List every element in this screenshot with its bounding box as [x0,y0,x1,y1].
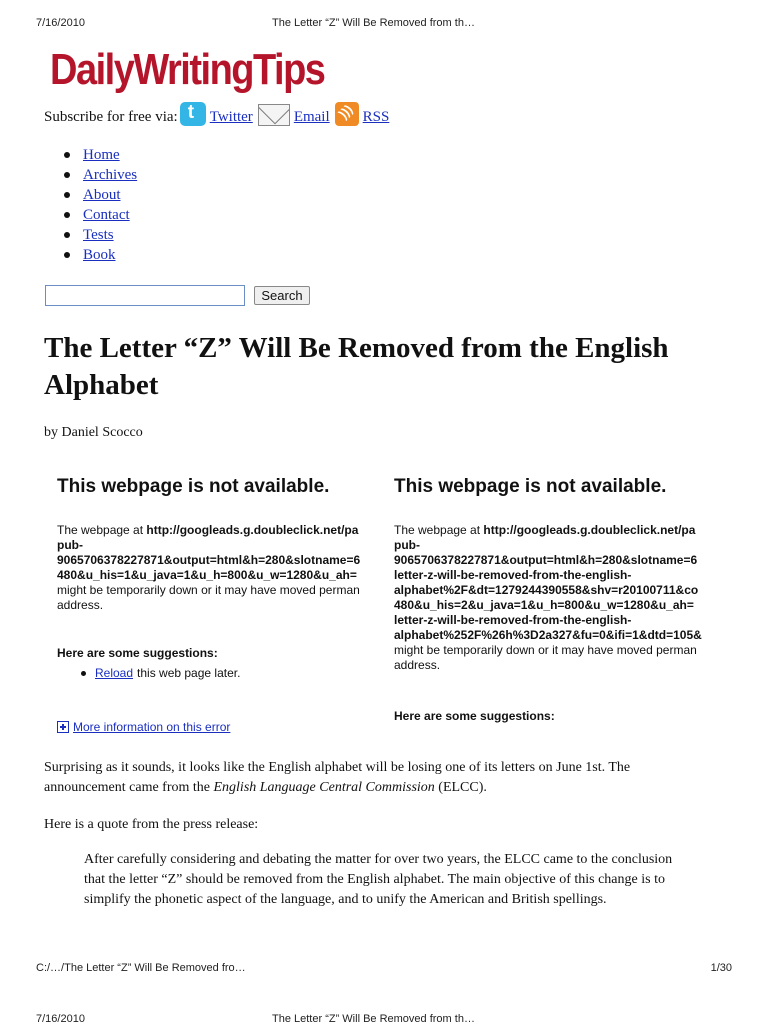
commission-name: English Language Central Commission [213,780,435,795]
error-url-line: http://googleads.g.doubleclick.net/pa [146,523,359,537]
print-title: The Letter “Z” Will Be Removed from th… [272,1013,475,1024]
error-url-line: pub- [394,538,420,552]
nav-link-book[interactable]: Book [83,246,116,263]
error-url-line: 480&u_his=2&u_java=1&u_h=800&u_w=1280&u_ah= [394,598,694,612]
nav-item-about [64,185,137,205]
print-header [0,17,768,37]
error-url-line: 9065706378227871&output=html&h=280&slotname=6 [394,553,698,567]
error-prefix: The webpage at [57,523,147,537]
suggestion-text: this web page later. [137,666,241,680]
error-url-line: pub- [57,538,83,552]
twitter-link-label: Twitter [209,109,253,125]
main-nav [64,145,137,265]
error-url-line: http://googleads.g.doubleclick.net/pa [483,523,696,537]
ad-error-panel-2 [394,470,719,740]
error-tail-line: address. [394,658,441,672]
search-button[interactable]: Search [254,286,310,305]
error-prefix: The webpage at [394,523,484,537]
nav-link-tests[interactable]: Tests [83,226,114,243]
suggestion-item [81,666,383,680]
intro-text: Surprising as it sounds, it looks like the English alphabet will be losing one of its letters on June 1st. The announcement came from the [44,760,631,795]
nav-item-tests [64,225,137,245]
subscribe-bar [44,100,389,126]
press-quote: After carefully considering and debating the matter for over two years, the ELCC came to the conclusion that the letter “Z” should be removed from the English alphabet. The main objective of this change is to simplify the phonetic aspect of the language, and to unify the American and British spellings. [84,852,673,907]
more-info-row [57,720,230,734]
nav-item-archives [64,165,137,185]
error-url-line: 480&u_his=1&u_java=1&u_h=800&u_w=1280&u_ah= [57,568,357,582]
nav-link-archives[interactable]: Archives [83,166,138,183]
suggestions-label: Here are some suggestions: [57,646,218,660]
reload-link[interactable]: Reload [95,666,134,680]
nav-link-home[interactable]: Home [83,146,120,163]
ad-error-panel-1 [57,470,383,740]
intro-paragraph [44,758,684,798]
error-title: This webpage is not available. [394,476,667,497]
rss-icon [335,102,359,126]
nav-item-book [64,245,137,265]
nav-item-contact [64,205,137,225]
byline: by Daniel Scocco [44,425,143,440]
print-path: C:/…/The Letter “Z” Will Be Removed fro… [36,962,246,974]
error-tail-line: might be temporarily down or it may have moved perman [394,643,697,657]
quote-intro: Here is a quote from the press release: [44,817,259,832]
rss-link-label: RSS [362,109,390,125]
next-page-header [0,1013,768,1024]
error-message [57,523,383,613]
intro-text-end: (ELCC). [434,780,487,795]
error-url-line: 9065706378227871&output=html&h=280&slotname=6 [57,553,361,567]
error-url-line: letter-z-will-be-removed-from-the-english- [394,568,632,582]
nav-link-about[interactable]: About [83,186,121,203]
suggestions-label: Here are some suggestions: [394,709,555,723]
subscribe-label: Subscribe for free via: [44,109,178,125]
nav-item-home [64,145,137,165]
print-footer [0,962,768,978]
print-date: 7/16/2010 [36,1013,85,1024]
article-title: The Letter “Z” Will Be Removed from the English Alphabet [44,332,669,401]
search-input[interactable] [45,285,245,306]
twitter-icon [180,102,206,126]
plus-icon[interactable] [57,721,69,733]
nav-link-contact[interactable]: Contact [83,206,130,223]
email-link[interactable] [258,104,330,126]
rss-link[interactable] [335,102,390,126]
suggestions-list [57,666,383,680]
twitter-link[interactable] [180,102,253,126]
print-title: The Letter “Z” Will Be Removed from th… [272,17,475,29]
error-tail-line: address. [57,598,104,612]
error-url-line: alphabet%252F%26h%3D2a327&fu=0&ifi=1&dtd=105& [394,628,702,642]
error-url-line: letter-z-will-be-removed-from-the-english- [394,613,632,627]
error-url-line: alphabet%2F&dt=1279244390558&shv=r20100711&co [394,583,699,597]
more-info-link[interactable]: More information on this error [73,720,231,734]
page-number: 1/30 [710,962,732,974]
site-logo[interactable]: DailyWritingTips [50,46,325,95]
error-title: This webpage is not available. [57,476,330,497]
email-icon [258,104,290,126]
error-message [394,523,719,673]
error-tail-line: might be temporarily down or it may have moved perman [57,583,360,597]
print-date: 7/16/2010 [36,17,85,29]
email-link-label: Email [293,109,330,125]
